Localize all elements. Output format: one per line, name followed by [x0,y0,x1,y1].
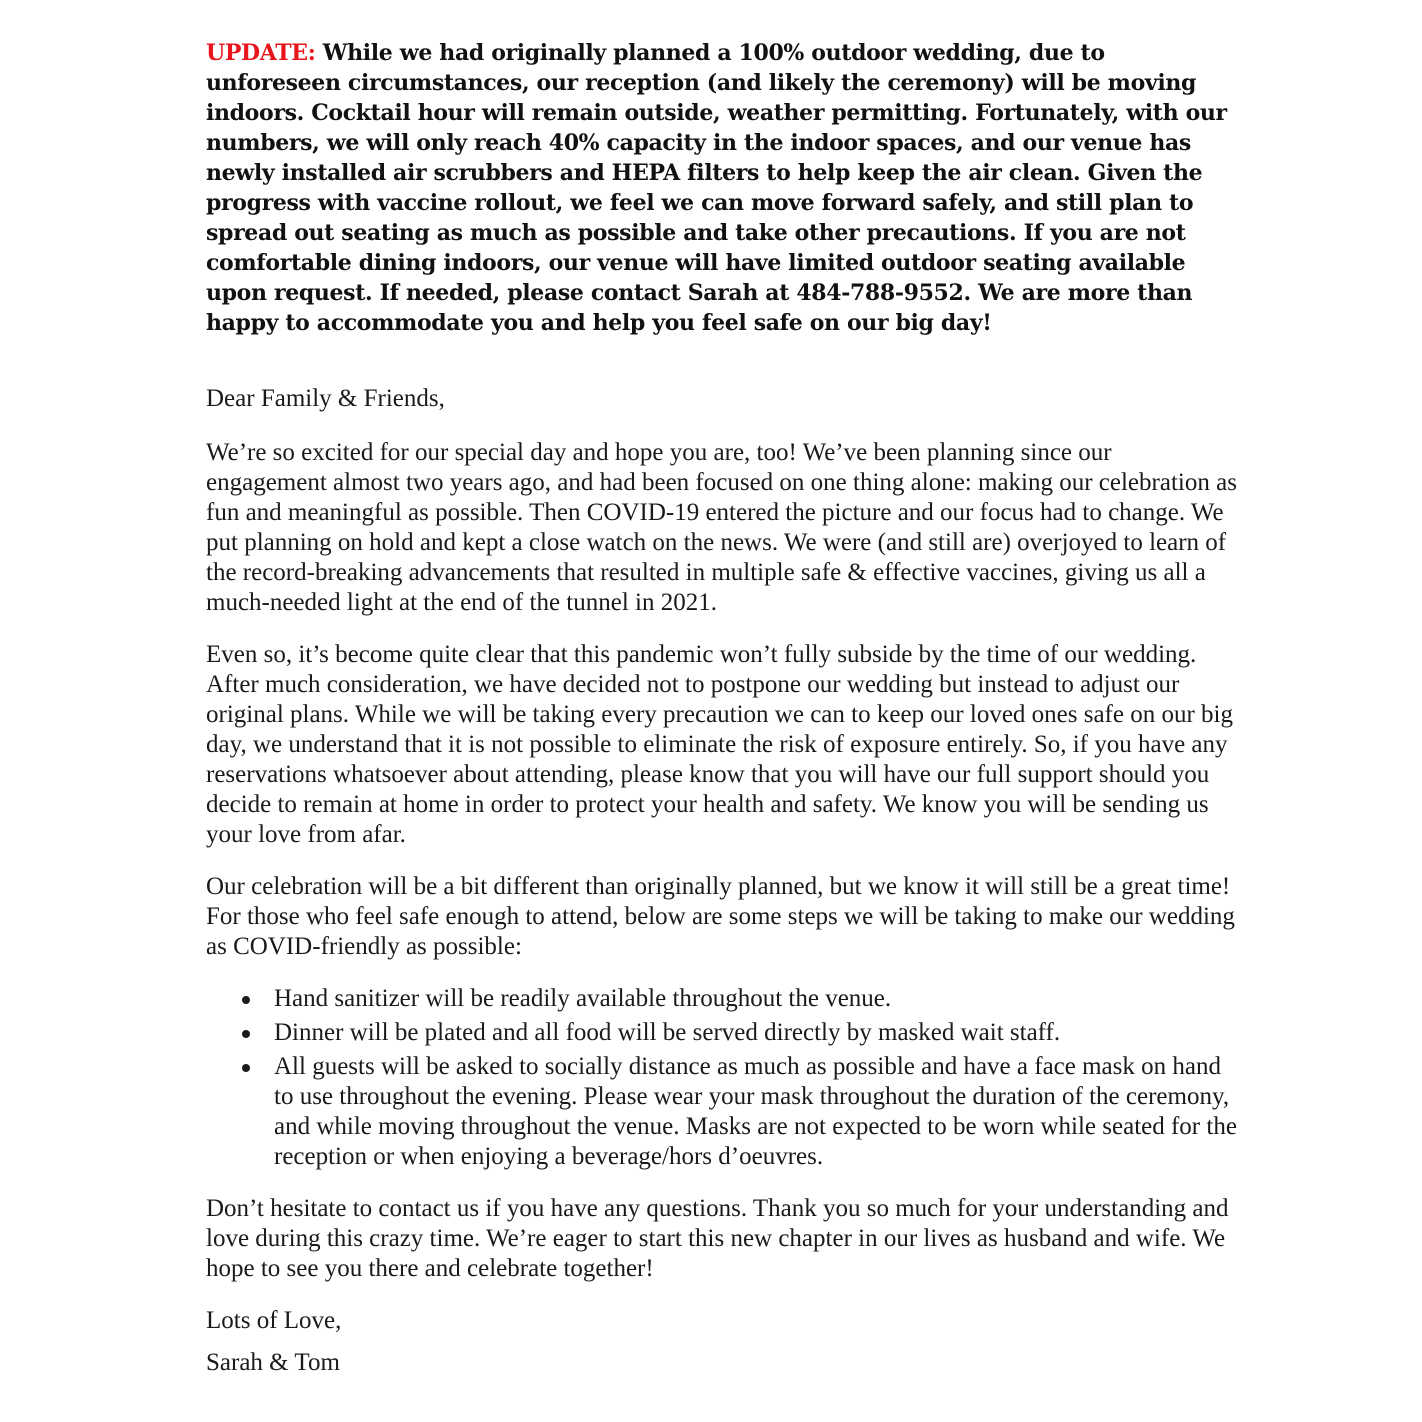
signature: Sarah & Tom [206,1349,340,1376]
salutation: Dear Family & Friends, [206,385,445,412]
update-notice [206,38,1238,338]
letter-body [206,438,1238,1390]
paragraph-steps-intro: Our celebration will be a bit different than originally planned, but we know it will still be a great time! For those who feel safe enough to attend, below are some steps we will be taking to make our wedding as COVID-friendly as possible: [206,873,1235,960]
list-item-text: Hand sanitizer will be readily available throughout the venue. [274,985,892,1012]
closing-line: Lots of Love, [206,1307,342,1334]
list-item [206,984,1238,1014]
paragraph-intro: We’re so excited for our special day and hope you are, too! We’ve been planning since our engagement almost two years ago, and had been focused on one thing alone: making our celebration as fun and meaningful as possible. Then COVID-19 entered the picture and our focus had to change. We put planning on hold and kept a close watch on the news. We were (and still are) overjoyed to learn of the record-breaking advancements that resulted in multiple safe & effective vaccines, giving us all a much-needed light at the end of the tunnel in 2021. [206,439,1237,616]
bullet-icon [242,1030,250,1038]
update-label: UPDATE: [206,40,316,66]
document-page [206,38,1238,1376]
list-item-text: Dinner will be plated and all food will be served directly by masked wait staff. [274,1019,1061,1046]
bullet-icon [242,1064,250,1072]
paragraph-decision: Even so, it’s become quite clear that this pandemic won’t fully subside by the time of our wedding. After much consideration, we have decided not to postpone our wedding but instead to adjust our original plans. While we will be taking every precaution we can to keep our loved ones safe on our big day, we understand that it is not possible to eliminate the risk of exposure entirely. So, if you have any reservations whatsoever about attending, please know that you will have our full support should you decide to remain at home in order to protect your health and safety. We know you will be sending us your love from afar. [206,641,1234,848]
precautions-list [206,984,1238,1172]
paragraph-closing: Don’t hesitate to contact us if you have any questions. Thank you so much for your understanding and love during this crazy time. We’re eager to start this new chapter in our lives as husband and wife. We hope to see you there and celebrate together! [206,1195,1229,1282]
bullet-icon [242,996,250,1004]
list-item [206,1018,1238,1048]
update-text: While we had originally planned a 100% outdoor wedding, due to unforeseen circumstances, our reception (and likely the ceremony) will be moving indoors. Cocktail hour will remain outside, weather permitting. Fortunately, with our numbers, we will only reach 40% capacity in the indoor spaces, and our venue has newly installed air scrubbers and HEPA filters to help keep the air clean. Given the progress with vaccine rollout, we feel we can move forward safely, and still plan to spread out seating as much as possible and take other precautions. If you are not comfortable dining indoors, our venue will have limited outdoor seating available upon request. If needed, please contact Sarah at 484-788-9552. We are more than happy to accommodate you and help you feel safe on our big day! [206,40,1227,336]
list-item [206,1052,1238,1172]
list-item-text: All guests will be asked to socially distance as much as possible and have a face mask on hand to use throughout the evening. Please wear your mask throughout the duration of the ceremony, and while moving throughout the venue. Masks are not expected to be worn while seated for the reception or when enjoying a beverage/hors d’oeuvres. [274,1053,1237,1170]
